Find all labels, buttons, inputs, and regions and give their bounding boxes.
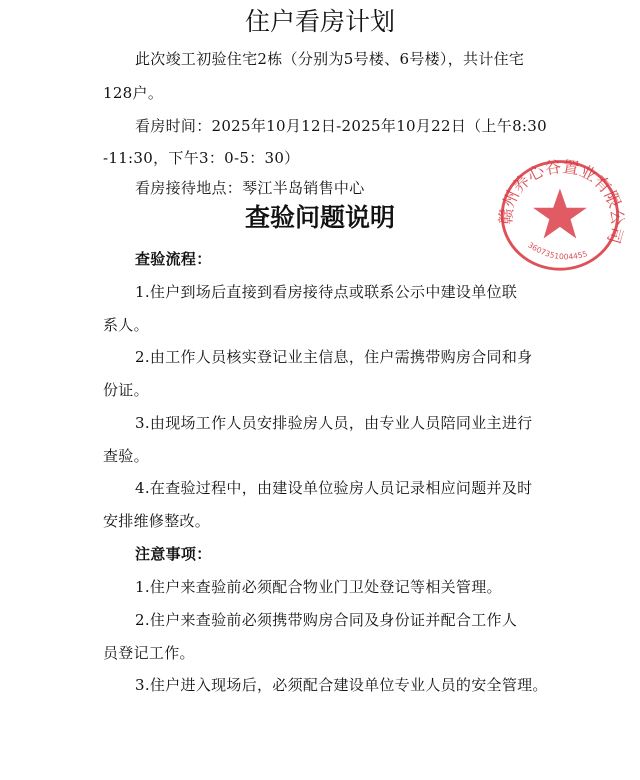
process-step-line: 3.由现场工作人员安排验房人员，由专业人员陪同业主进行	[135, 413, 533, 432]
process-step-line: 安排维修整改。	[103, 511, 211, 530]
intro-line-2: 128户。	[103, 84, 164, 102]
intro-line-1: 此次竣工初验住宅2栋（分别为5号楼、6号楼），共计住宅	[135, 50, 525, 68]
process-step-line: 4.在查验过程中，由建设单位验房人员记录相应问题并及时	[135, 479, 533, 498]
note-line: 员登记工作。	[103, 643, 195, 662]
process-step-line: 系人。	[103, 315, 149, 334]
process-step-line: 1.住户到场后直接到看房接待点或联系公示中建设单位联	[135, 283, 518, 301]
note-line: 2.住户来查验前必须携带购房合同及身份证并配合工作人	[135, 611, 518, 629]
time-line-1: 看房时间：2025年10月12日-2025年10月22日（上午8:30	[135, 117, 547, 135]
section-title: 查验问题说明	[244, 203, 395, 232]
notes-heading: 注意事项：	[135, 544, 212, 563]
process-heading: 查验流程：	[135, 250, 212, 268]
process-step-line: 份证。	[103, 381, 149, 400]
company-seal	[488, 150, 628, 275]
note-line: 1.住户来查验前必须配合物业门卫处登记等相关管理。	[135, 578, 502, 597]
star-icon	[533, 188, 587, 238]
process-step-line: 2.由工作人员核实登记业主信息，住户需携带购房合同和身	[135, 348, 533, 367]
svg-text:赣州养心谷置业有限公司: 赣州养心谷置业有限公司	[496, 156, 628, 246]
location-line: 看房接待地点：琴江半岛销售中心	[135, 179, 365, 197]
process-step-line: 查验。	[103, 446, 149, 465]
page-title: 住户看房计划	[244, 7, 395, 36]
note-line: 3.住户进入现场后，必须配合建设单位专业人员的安全管理。	[135, 676, 548, 695]
time-line-2: -11:30，下午3：0-5：30）	[103, 149, 300, 167]
svg-text:3607351004455: 3607351004455	[526, 240, 589, 262]
